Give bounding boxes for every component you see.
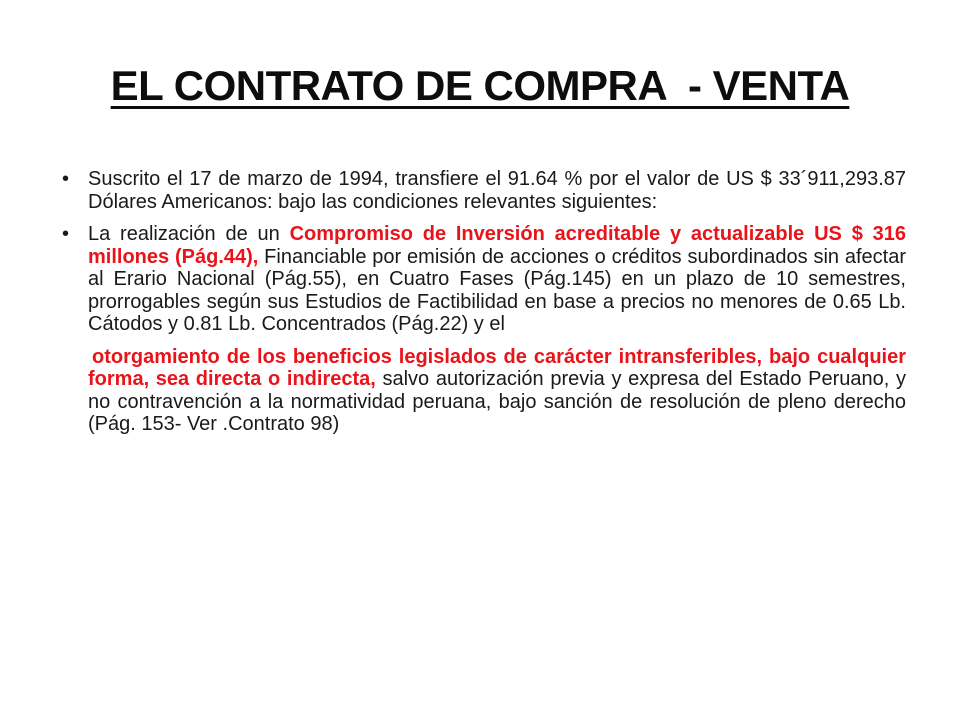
slide-body (88, 168, 906, 446)
bullet-text: Suscrito el 17 de marzo de 1994, transfiere el 91.64 % por el valor de US $ 33´911,293.87 Dólares Americanos: bajo las condiciones relevantes siguientes: (88, 168, 906, 213)
slide-title: EL CONTRATO DE COMPRA - VENTA (110, 62, 850, 109)
bullet-intro-text: La realización de un (88, 223, 290, 245)
investment-commitment-highlight: Compromiso de Inversión acreditable y actualizable US $ 316 millones (Pág.44), (88, 223, 906, 268)
bullet-detail-text: Financiable por emisión de acciones o créditos subordinados sin afectar al Erario Nacional (Pág.55), en Cuatro Fases (Pág.145) en un plazo de 10 semestres, prorrogables según sus Estudios de Factibilidad en base a precios no menores de 0.65 Lb. Cátodos y 0.81 Lb. Concentrados (Pág.22) y el (88, 245, 906, 335)
continuation-detail-text: salvo autorización previa y expresa del Estado Peruano, y no contravención a la normatividad peruana, bajo sanción de resolución de pleno derecho (Pág. 153- Ver .Contrato 98) (88, 368, 906, 435)
bullet-item-investment-commitment (88, 223, 906, 336)
benefits-highlight: otorgamiento de los beneficios legislados de carácter intransferibles, bajo cualquier forma, sea directa o indirecta, (88, 345, 906, 390)
bullet-item-contract-signing (88, 168, 906, 213)
continuation-paragraph (88, 346, 906, 436)
